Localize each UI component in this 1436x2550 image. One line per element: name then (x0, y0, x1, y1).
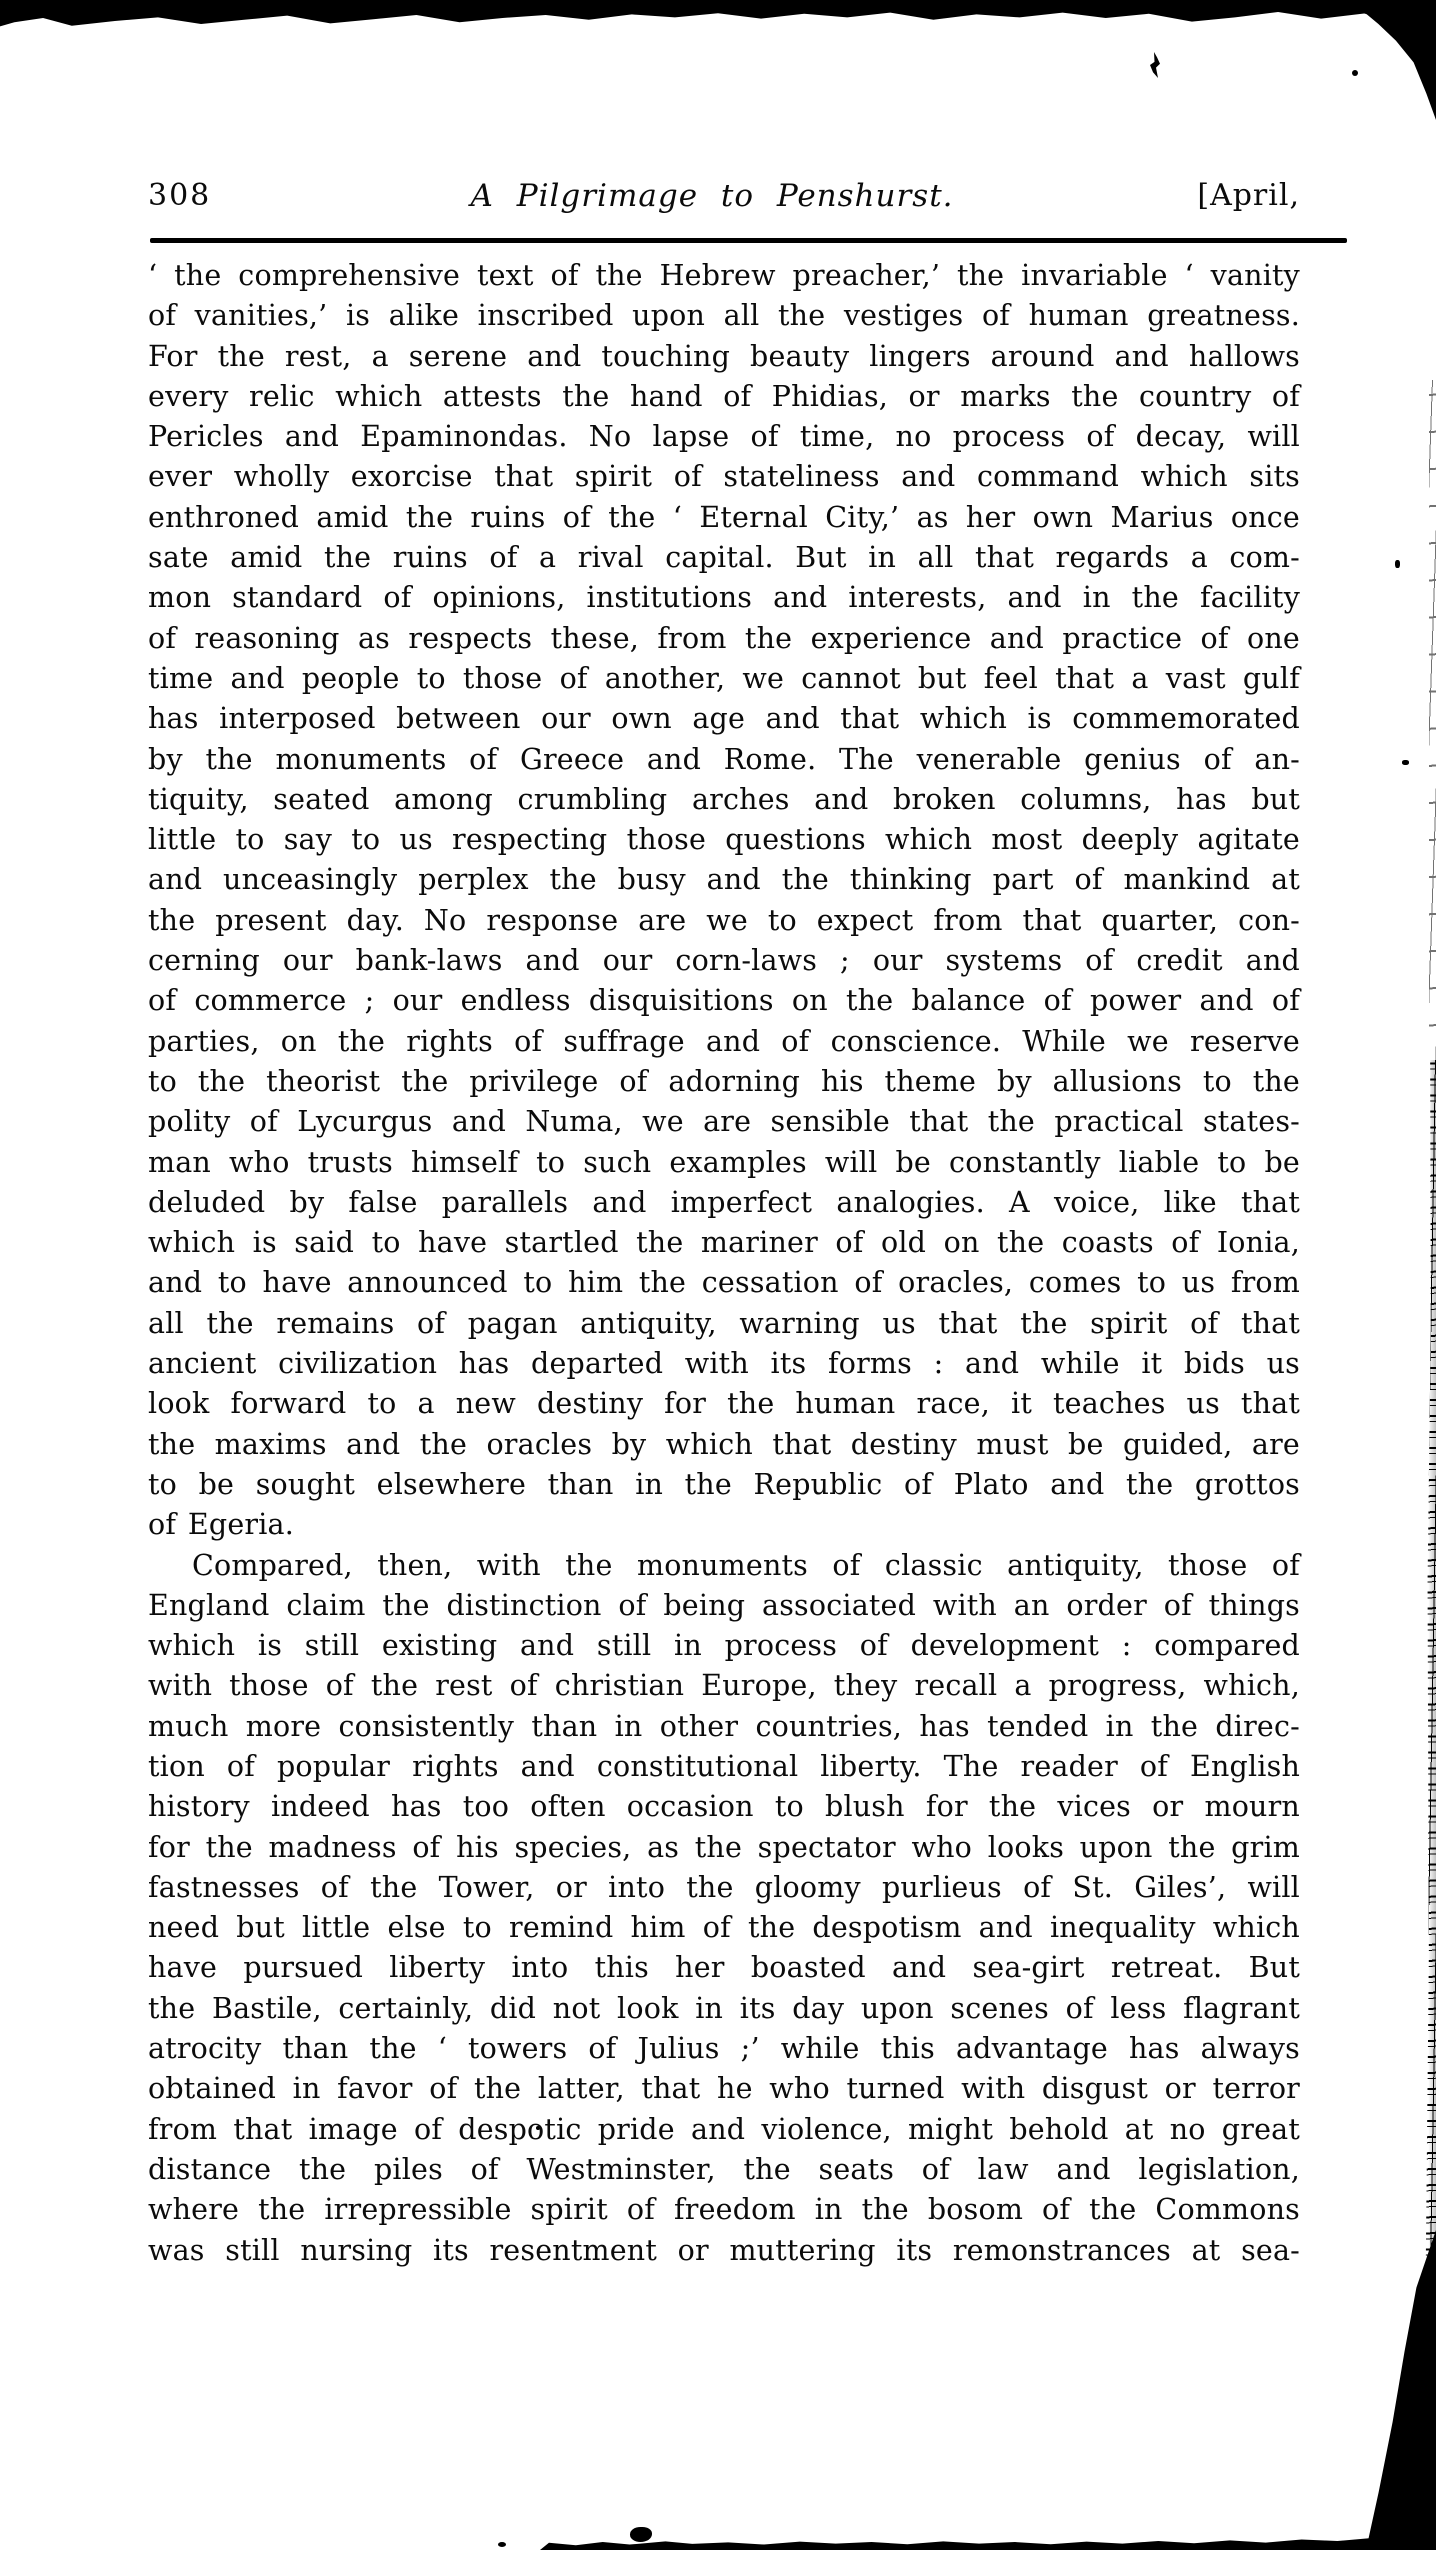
text-line: was still nursing its resentment or muttering its remonstrances at sea- (148, 2233, 1300, 2267)
text-line: where the irrepressible spirit of freedom in the bosom of the Commons (148, 2193, 1300, 2227)
text-line: by the monuments of Greece and Rome. The venerable genius of an- (148, 742, 1300, 776)
text-line: much more consistently than in other countries, has tended in the direc- (148, 1709, 1300, 1743)
text-line: tiquity, seated among crumbling arches and broken columns, has but (148, 782, 1300, 816)
text-line: and unceasingly perplex the busy and the thinking part of mankind at (148, 863, 1300, 897)
text-line: polity of Lycurgus and Numa, we are sensible that the practical states- (148, 1105, 1300, 1139)
text-line: need but little else to remind him of the despotism and inequality which (148, 1911, 1300, 1945)
text-line: fastnesses of the Tower, or into the gloomy purlieus of St. Giles’, will (148, 1870, 1300, 1904)
text-line: little to say to us respecting those questions which most deeply agitate (148, 823, 1300, 857)
scan-artifact-bottom-right-corner (1366, 2230, 1436, 2550)
text-line: which is still existing and still in process of development : compared (148, 1629, 1300, 1663)
text-line: to the theorist the privilege of adorning his theme by allusions to the (148, 1064, 1300, 1098)
scan-artifact-bottom-band (540, 2534, 1436, 2550)
running-title: A Pilgrimage to Penshurst. (470, 178, 954, 214)
text-line: the present day. No response are we to expect from that quarter, con- (148, 903, 1300, 937)
text-line: ancient civilization has departed with its forms : and while it bids us (148, 1347, 1300, 1381)
text-line: of Egeria. (148, 1508, 294, 1542)
text-line: history indeed has too often occasion to blush for the vices or mourn (148, 1790, 1300, 1824)
text-line: of commerce ; our endless disquisitions on the balance of power and of (148, 984, 1300, 1018)
page-header (148, 178, 1300, 218)
text-line: the maxims and the oracles by which that destiny must be guided, are (148, 1427, 1300, 1461)
text-line: obtained in favor of the latter, that he who turned with disgust or terror (148, 2072, 1300, 2106)
text-line: have pursued liberty into this her boasted and sea-girt retreat. But (148, 1951, 1300, 1985)
header-rule (150, 238, 1347, 243)
text-line: parties, on the rights of suffrage and of conscience. While we reserve (148, 1024, 1300, 1058)
text-line: man who trusts himself to such examples will be constantly liable to be (148, 1145, 1300, 1179)
text-line: has interposed between our own age and that which is commemorated (148, 702, 1300, 736)
text-line: tion of popular rights and constitutional liberty. The reader of English (148, 1749, 1300, 1783)
text-line: England claim the distinction of being associated with an order of things (148, 1588, 1300, 1622)
text-line: For the rest, a serene and touching beauty lingers around and hallows (148, 339, 1300, 373)
scan-artifact-right-edge-noise (1429, 380, 1436, 1060)
scan-artifact-top-band (0, 0, 1436, 30)
text-line: sate amid the ruins of a rival capital. But in all that regards a com- (148, 541, 1300, 575)
issue-date: [April, (1197, 178, 1300, 213)
text-line: which is said to have startled the mariner of old on the coasts of Ionia, (148, 1226, 1300, 1260)
scan-artifact-top-right-corner (1356, 0, 1436, 120)
text-line: from that image of despotic pride and violence, might behold at no great (148, 2112, 1300, 2146)
text-line: the Bastile, certainly, did not look in its day upon scenes of less flagrant (148, 1991, 1300, 2025)
scan-speck (630, 2527, 652, 2542)
text-line: with those of the rest of christian Europe, they recall a progress, which, (148, 1669, 1300, 1703)
text-line: atrocity than the ‘ towers of Julius ;’ while this advantage has always (148, 2032, 1300, 2066)
scan-speck (1150, 52, 1160, 78)
scan-speck (1402, 760, 1409, 765)
text-line: look forward to a new destiny for the human race, it teaches us that (148, 1387, 1300, 1421)
text-line: of vanities,’ is alike inscribed upon all the vestiges of human greatness. (148, 299, 1300, 333)
text-line: all the remains of pagan antiquity, warning us that the spirit of that (148, 1306, 1300, 1340)
text-line: distance the piles of Westminster, the seats of law and legislation, (148, 2152, 1300, 2186)
text-line: ever wholly exorcise that spirit of stateliness and command which sits (148, 460, 1300, 494)
text-line: mon standard of opinions, institutions and interests, and in the facility (148, 581, 1300, 615)
text-line: and to have announced to him the cessation of oracles, comes to us from (148, 1266, 1300, 1300)
text-line: cerning our bank-laws and our corn-laws ; our systems of credit and (148, 944, 1300, 978)
text-line: to be sought elsewhere than in the Republic of Plato and the grottos (148, 1467, 1300, 1501)
scan-speck (1352, 70, 1358, 76)
text-line: ‘ the comprehensive text of the Hebrew preacher,’ the invariable ‘ vanity (148, 259, 1300, 292)
text-line: every relic which attests the hand of Phidias, or marks the country of (148, 379, 1300, 413)
scan-speck (1395, 560, 1400, 568)
text-line: Pericles and Epaminondas. No lapse of time, no process of decay, will (148, 420, 1300, 454)
text-line: enthroned amid the ruins of the ‘ Eternal City,’ as her own Marius once (148, 500, 1300, 534)
body-text (148, 256, 1300, 2271)
text-line: deluded by false parallels and imperfect analogies. A voice, like that (148, 1185, 1300, 1219)
page-number: 308 (148, 178, 212, 213)
text-line: Compared, then, with the monuments of classic antiquity, those of (192, 1548, 1300, 1582)
text-line: for the madness of his species, as the spectator who looks upon the grim (148, 1830, 1300, 1864)
text-line: of reasoning as respects these, from the experience and practice of one (148, 621, 1300, 655)
scan-speck (498, 2542, 506, 2547)
text-line: time and people to those of another, we cannot but feel that a vast gulf (148, 661, 1300, 695)
